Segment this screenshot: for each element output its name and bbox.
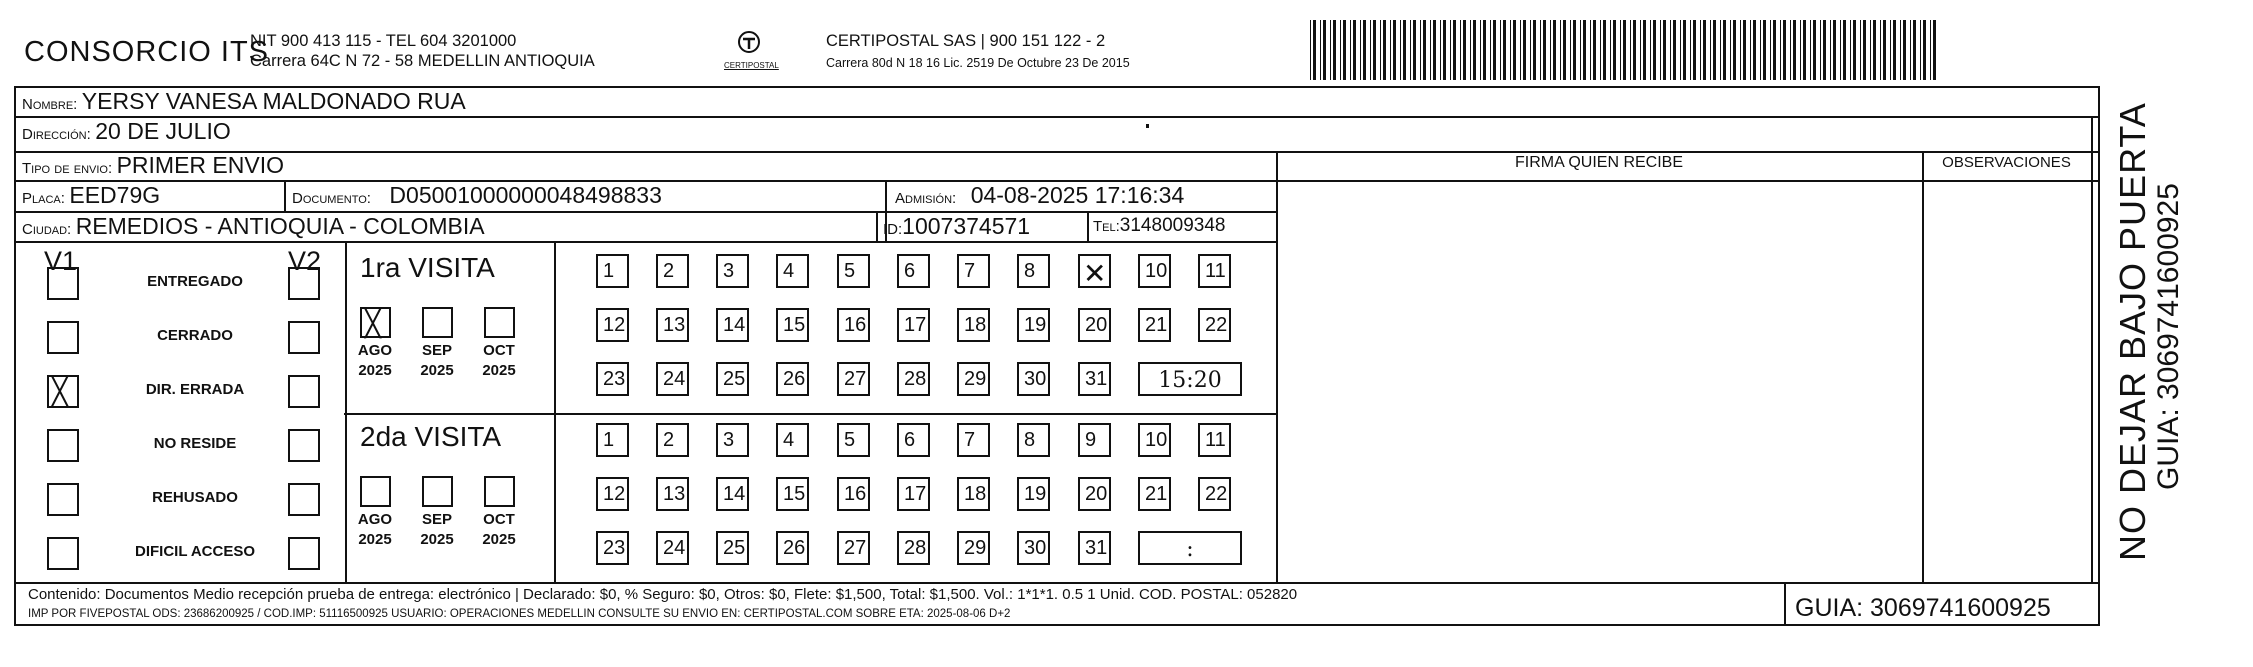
- visit1-day-box[interactable]: 4: [776, 254, 809, 288]
- id-value: 1007374571: [902, 213, 1031, 239]
- visit2-day-box[interactable]: 3: [716, 423, 749, 457]
- barcode-bar: [1533, 20, 1536, 80]
- observations-header: OBSERVACIONES: [1942, 154, 2071, 171]
- visit2-day-box[interactable]: 16: [837, 477, 870, 511]
- v2-checkbox[interactable]: [288, 483, 320, 516]
- visit2-day-box[interactable]: 11: [1198, 423, 1231, 457]
- visit2-day-box[interactable]: 14: [716, 477, 749, 511]
- v2-checkbox[interactable]: [288, 429, 320, 462]
- visit1-day-box[interactable]: 10: [1138, 254, 1171, 288]
- visit2-month-label: AGO: [357, 511, 393, 528]
- side-guia: GUIA: 3069741600925: [2152, 183, 2185, 490]
- barcode-bar: [1350, 20, 1351, 80]
- barcode-bar: [1743, 20, 1746, 80]
- barcode-bar: [1763, 20, 1766, 80]
- v1-checkbox[interactable]: [47, 429, 79, 462]
- visit1-month-label: SEP: [421, 342, 452, 359]
- visit2-day-box[interactable]: 23: [596, 531, 629, 565]
- barcode-bar: [1773, 20, 1776, 80]
- barcode-bar: [1660, 20, 1661, 80]
- barcode-bar: [1913, 20, 1916, 80]
- barcode-bar: [1843, 20, 1846, 80]
- barcode-bar: [1673, 20, 1676, 80]
- visit1-day-box[interactable]: 7: [957, 254, 990, 288]
- barcode-bar: [1530, 20, 1531, 80]
- city-label: Ciudad:: [22, 221, 72, 238]
- barcode-bar: [1493, 20, 1496, 80]
- barcode-bar: [1320, 20, 1321, 80]
- check-x-icon: ╳: [365, 308, 381, 338]
- visit2-day-box[interactable]: 2: [656, 423, 689, 457]
- visit2-day-box[interactable]: 29: [957, 531, 990, 565]
- visit2-day-box[interactable]: 27: [837, 531, 870, 565]
- company-nit: NIT 900 413 115 - TEL 604 3201000: [250, 32, 517, 50]
- recipient-address: 20 DE JULIO: [95, 118, 231, 144]
- barcode-bar: [1443, 20, 1446, 80]
- carrier-address: Carrera 80d N 18 16 Lic. 2519 De Octubre 23 De 2015: [826, 56, 1130, 70]
- visit1-day-box[interactable]: 6: [897, 254, 930, 288]
- barcode-bar: [1583, 20, 1586, 80]
- barcode-bar: [1853, 20, 1856, 80]
- visit1-day-box[interactable]: 25: [716, 362, 749, 396]
- visit1-day-box[interactable]: 19: [1017, 308, 1050, 342]
- barcode-bar: [1633, 20, 1636, 80]
- content-line: Contenido: Documentos Medio recepción prueba de entrega: electrónico | Declarado: $0, % Seguro: $0, Otros: $0, Flete: $1,500, Total: $1,500. Vol.: 1*1*1. 0.5 1 Unid. COD. POSTAL: 052820: [28, 586, 1298, 603]
- visit2-month-label: SEP: [421, 511, 452, 528]
- barcode-bar: [1373, 20, 1376, 80]
- barcode-bar: [1380, 20, 1381, 80]
- barcode-bar: [1313, 20, 1316, 80]
- check-x-icon: ╳: [52, 376, 68, 406]
- plate-value: EED79G: [69, 182, 161, 208]
- footer-guia: GUIA: 3069741600925: [1795, 594, 2051, 622]
- visit2-day-box[interactable]: 7: [957, 423, 990, 457]
- visit2-day-box[interactable]: 15: [776, 477, 809, 511]
- barcode-bar: [1603, 20, 1606, 80]
- barcode-bar: [1920, 20, 1921, 80]
- barcode-bar: [1813, 20, 1816, 80]
- v1-checkbox[interactable]: [47, 537, 79, 570]
- barcode-bar: [1780, 20, 1781, 80]
- barcode-bar: [1893, 20, 1896, 80]
- visit2-month-checkbox[interactable]: [484, 476, 515, 507]
- barcode-bar: [1890, 20, 1891, 80]
- visit1-year-label: 2025: [482, 362, 516, 379]
- barcode-bar: [1820, 20, 1821, 80]
- barcode-bar: [1453, 20, 1456, 80]
- visit1-day-box[interactable]: 1: [596, 254, 629, 288]
- barcode-bar: [1323, 20, 1326, 80]
- barcode-bar: [1803, 20, 1806, 80]
- barcode-bar: [1883, 20, 1886, 80]
- certipostal-logo-icon: [724, 30, 779, 80]
- barcode-bar: [1593, 20, 1596, 80]
- visit1-year-label: 2025: [358, 362, 392, 379]
- barcode-bar: [1623, 20, 1626, 80]
- barcode-bar: [1670, 20, 1671, 80]
- visit2-day-box[interactable]: 28: [897, 531, 930, 565]
- visit2-day-box[interactable]: 9: [1078, 423, 1111, 457]
- barcode-bar: [1613, 20, 1616, 80]
- barcode-bar: [1790, 20, 1791, 80]
- visit1-day-box[interactable]: 22: [1198, 308, 1231, 342]
- barcode-bar: [1353, 20, 1356, 80]
- carrier-line: CERTIPOSTAL SAS | 900 151 122 - 2: [826, 32, 1106, 50]
- barcode-bar: [1473, 20, 1476, 80]
- visit1-day-box[interactable]: 11: [1198, 254, 1231, 288]
- visit1-day-box[interactable]: 24: [656, 362, 689, 396]
- visit1-day-box[interactable]: 29: [957, 362, 990, 396]
- barcode-bar: [1383, 20, 1386, 80]
- barcode-bar: [1923, 20, 1926, 80]
- barcode-bar: [1553, 20, 1556, 80]
- visit1-day-box[interactable]: 27: [837, 362, 870, 396]
- visit1-day-box[interactable]: 20: [1078, 308, 1111, 342]
- barcode-bar: [1540, 20, 1541, 80]
- barcode-bar: [1370, 20, 1371, 80]
- status-option-label: DIFICIL ACCESO: [134, 543, 255, 560]
- status-option-label: DIR. ERRADA: [145, 381, 245, 398]
- visit2-month-checkbox[interactable]: [360, 476, 391, 507]
- barcode-bar: [1600, 20, 1601, 80]
- side-warning: NO DEJAR BAJO PUERTA: [2112, 102, 2153, 561]
- visit1-day-box[interactable]: 8: [1017, 254, 1050, 288]
- barcode-bar: [1860, 20, 1861, 80]
- barcode-icon: [1310, 20, 1944, 80]
- barcode-bar: [1590, 20, 1591, 80]
- visit1-day-box[interactable]: 3: [716, 254, 749, 288]
- barcode-bar: [1720, 20, 1721, 80]
- barcode-bar: [1413, 20, 1416, 80]
- visit1-day-box[interactable]: 5: [837, 254, 870, 288]
- visit1-day-box[interactable]: 28: [897, 362, 930, 396]
- barcode-bar: [1730, 20, 1731, 80]
- barcode-bar: [1563, 20, 1566, 80]
- barcode-bar: [1840, 20, 1841, 80]
- plate-label: Placa:: [22, 190, 65, 207]
- visit2-day-box[interactable]: 25: [716, 531, 749, 565]
- barcode-bar: [1463, 20, 1466, 80]
- document-label: Documento:: [292, 190, 371, 207]
- type-label: Tipo de envio:: [22, 160, 113, 177]
- v1-header: V1: [44, 246, 78, 276]
- barcode-bar: [1570, 20, 1571, 80]
- barcode-bar: [1703, 20, 1706, 80]
- barcode-bar: [1750, 20, 1751, 80]
- visit1-day-box[interactable]: 21: [1138, 308, 1171, 342]
- visit2-time-box[interactable]: :: [1138, 531, 1242, 565]
- admission-value: 04-08-2025 17:16:34: [970, 182, 1185, 208]
- visit1-day-box[interactable]: 17: [897, 308, 930, 342]
- visit1-day-box[interactable]: 12: [596, 308, 629, 342]
- barcode-bar: [1643, 20, 1646, 80]
- barcode-bar: [1793, 20, 1796, 80]
- barcode-bar: [1393, 20, 1396, 80]
- v1-checkbox[interactable]: [47, 267, 79, 300]
- v1-checkbox[interactable]: [47, 321, 79, 354]
- visit2-day-box[interactable]: 6: [897, 423, 930, 457]
- logo-caption: CERTIPOSTAL: [724, 61, 779, 70]
- barcode-bar: [1550, 20, 1551, 80]
- recipient-name: YERSY VANESA MALDONADO RUA: [81, 88, 466, 114]
- barcode-bar: [1663, 20, 1666, 80]
- city-value: REMEDIOS - ANTIOQUIA - COLOMBIA: [75, 213, 485, 239]
- visit2-day-box[interactable]: 31: [1078, 531, 1111, 565]
- visit2-day-box[interactable]: 30: [1017, 531, 1050, 565]
- visit2-day-box[interactable]: 4: [776, 423, 809, 457]
- visit1-day-box[interactable]: 15: [776, 308, 809, 342]
- company-name: CONSORCIO ITS: [24, 36, 270, 68]
- signature-header: FIRMA QUIEN RECIBE: [1514, 154, 1684, 171]
- v1-checkbox[interactable]: [47, 483, 79, 516]
- name-label: Nombre:: [22, 96, 78, 113]
- barcode-bar: [1930, 20, 1931, 80]
- barcode-bar: [1680, 20, 1681, 80]
- barcode-bar: [1880, 20, 1881, 80]
- scan-speck: [1146, 124, 1149, 128]
- barcode-bar: [1740, 20, 1741, 80]
- barcode-bar: [1753, 20, 1756, 80]
- status-option-label: ENTREGADO: [147, 273, 243, 290]
- visit2-year-label: 2025: [482, 531, 516, 548]
- barcode-bar: [1360, 20, 1361, 80]
- visit1-month-label: OCT: [483, 342, 515, 359]
- visit1-day-box[interactable]: [1078, 254, 1111, 288]
- visit1-time-box[interactable]: 15:20: [1138, 362, 1242, 396]
- barcode-bar: [1410, 20, 1411, 80]
- barcode-bar: [1523, 20, 1526, 80]
- v2-checkbox[interactable]: [288, 267, 320, 300]
- v2-header: V2: [288, 246, 322, 276]
- barcode-bar: [1500, 20, 1501, 80]
- visit2-day-box[interactable]: 26: [776, 531, 809, 565]
- visit2-day-box[interactable]: 5: [837, 423, 870, 457]
- visit2-day-box[interactable]: 13: [656, 477, 689, 511]
- visit2-day-box[interactable]: 24: [656, 531, 689, 565]
- barcode-bar: [1460, 20, 1461, 80]
- status-option-label: CERRADO: [157, 327, 233, 344]
- tel-value: 3148009348: [1119, 215, 1226, 236]
- barcode-bar: [1513, 20, 1516, 80]
- visit2-day-box[interactable]: 18: [957, 477, 990, 511]
- v1-checkbox[interactable]: [47, 375, 79, 408]
- document-value: D05001000000048498833: [389, 182, 662, 208]
- barcode-bar: [1873, 20, 1876, 80]
- barcode-bar: [1900, 20, 1901, 80]
- visit1-day-box[interactable]: 23: [596, 362, 629, 396]
- visit1-day-box[interactable]: 16: [837, 308, 870, 342]
- admission-label: Admisión:: [895, 190, 957, 207]
- barcode-bar: [1823, 20, 1826, 80]
- barcode-bar: [1580, 20, 1581, 80]
- barcode-bar: [1470, 20, 1471, 80]
- barcode-bar: [1423, 20, 1426, 80]
- shipment-type: PRIMER ENVIO: [116, 152, 284, 178]
- barcode-bar: [1430, 20, 1431, 80]
- barcode-bar: [1330, 20, 1331, 80]
- barcode-bar: [1573, 20, 1576, 80]
- barcode-bar: [1830, 20, 1831, 80]
- visit2-title: 2da VISITA: [360, 421, 502, 452]
- barcode-bar: [1723, 20, 1726, 80]
- barcode-bar: [1433, 20, 1436, 80]
- barcode-bar: [1480, 20, 1481, 80]
- barcode-bar: [1863, 20, 1866, 80]
- visit2-month-checkbox[interactable]: [422, 476, 453, 507]
- visit1-day-box[interactable]: 30: [1017, 362, 1050, 396]
- visit2-day-box[interactable]: 1: [596, 423, 629, 457]
- visit1-day-box[interactable]: 2: [656, 254, 689, 288]
- barcode-bar: [1333, 20, 1336, 80]
- barcode-bar: [1520, 20, 1521, 80]
- visit2-day-box[interactable]: 17: [897, 477, 930, 511]
- visit1-month-label: AGO: [357, 342, 393, 359]
- company-address: Carrera 64C N 72 - 58 MEDELLIN ANTIOQUIA: [250, 52, 595, 70]
- visit2-day-box[interactable]: 19: [1017, 477, 1050, 511]
- barcode-bar: [1440, 20, 1441, 80]
- barcode-bar: [1630, 20, 1631, 80]
- barcode-bar: [1403, 20, 1406, 80]
- id-label: ID:: [883, 221, 903, 238]
- visit1-day-box[interactable]: 26: [776, 362, 809, 396]
- barcode-bar: [1690, 20, 1691, 80]
- barcode-bar: [1713, 20, 1716, 80]
- barcode-bar: [1800, 20, 1801, 80]
- barcode-bar: [1850, 20, 1851, 80]
- barcode-bar: [1610, 20, 1611, 80]
- barcode-bar: [1310, 20, 1311, 80]
- barcode-bar: [1733, 20, 1736, 80]
- check-x-icon: ✕: [1083, 258, 1107, 289]
- visit2-year-label: 2025: [420, 531, 454, 548]
- barcode-bar: [1560, 20, 1561, 80]
- barcode-bar: [1450, 20, 1451, 80]
- visit2-day-box[interactable]: 8: [1017, 423, 1050, 457]
- barcode-bar: [1543, 20, 1546, 80]
- visit1-day-box[interactable]: 13: [656, 308, 689, 342]
- barcode-bar: [1390, 20, 1391, 80]
- visit1-day-box[interactable]: 31: [1078, 362, 1111, 396]
- status-option-label: REHUSADO: [152, 489, 238, 506]
- barcode-bar: [1833, 20, 1836, 80]
- barcode-bar: [1490, 20, 1491, 80]
- barcode-bar: [1653, 20, 1656, 80]
- address-label: Dirección:: [22, 126, 91, 143]
- barcode-bar: [1870, 20, 1871, 80]
- visit1-month-checkbox[interactable]: [360, 307, 391, 338]
- barcode-bar: [1503, 20, 1506, 80]
- barcode-bar: [1700, 20, 1701, 80]
- barcode-bar: [1783, 20, 1786, 80]
- visit2-month-label: OCT: [483, 511, 515, 528]
- barcode-bar: [1903, 20, 1906, 80]
- visit1-title: 1ra VISITA: [360, 252, 495, 283]
- visit1-year-label: 2025: [420, 362, 454, 379]
- v2-checkbox[interactable]: [288, 375, 320, 408]
- status-option-label: NO RESIDE: [153, 435, 237, 452]
- tel-label: Tel:: [1093, 218, 1120, 235]
- v2-checkbox[interactable]: [288, 321, 320, 354]
- visit2-year-label: 2025: [358, 531, 392, 548]
- visit1-month-checkbox[interactable]: [484, 307, 515, 338]
- barcode-bar: [1683, 20, 1686, 80]
- visit2-day-box[interactable]: 10: [1138, 423, 1171, 457]
- barcode-bar: [1483, 20, 1486, 80]
- barcode-bar: [1933, 20, 1936, 80]
- visit1-day-box[interactable]: 14: [716, 308, 749, 342]
- barcode-bar: [1510, 20, 1511, 80]
- barcode-bar: [1640, 20, 1641, 80]
- visit2-day-box[interactable]: 20: [1078, 477, 1111, 511]
- visit1-month-checkbox[interactable]: [422, 307, 453, 338]
- barcode-bar: [1343, 20, 1346, 80]
- v2-checkbox[interactable]: [288, 537, 320, 570]
- visit1-day-box[interactable]: 18: [957, 308, 990, 342]
- barcode-bar: [1910, 20, 1911, 80]
- barcode-bar: [1760, 20, 1761, 80]
- barcode-bar: [1810, 20, 1811, 80]
- barcode-bar: [1770, 20, 1771, 80]
- barcode-bar: [1340, 20, 1341, 80]
- visit2-day-box[interactable]: 22: [1198, 477, 1231, 511]
- imp-line: IMP POR FIVEPOSTAL ODS: 23686200925 / COD.IMP: 51116500925 USUARIO: OPERACIONES MEDELLIN CONSULTE SU ENVIO EN: CERTIPOSTAL.COM SOBRE ETA: 2025-08-06 D+2: [28, 608, 1011, 620]
- barcode-bar: [1620, 20, 1621, 80]
- barcode-bar: [1363, 20, 1366, 80]
- barcode-bar: [1650, 20, 1651, 80]
- barcode-bar: [1420, 20, 1421, 80]
- barcode-bar: [1693, 20, 1696, 80]
- barcode-bar: [1400, 20, 1401, 80]
- visit2-day-box[interactable]: 12: [596, 477, 629, 511]
- visit2-day-box[interactable]: 21: [1138, 477, 1171, 511]
- barcode-bar: [1710, 20, 1711, 80]
